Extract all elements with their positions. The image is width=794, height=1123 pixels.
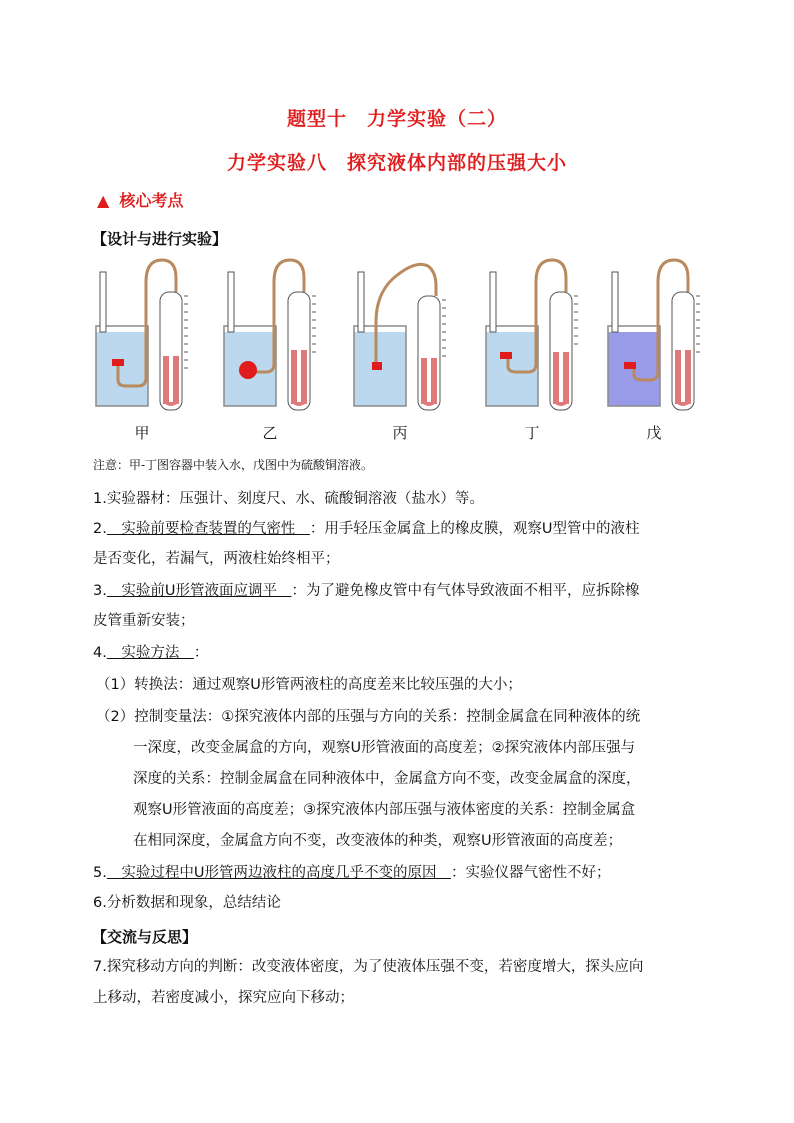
core-points-label: 核心考点	[119, 191, 184, 210]
item-number: 4.	[93, 645, 107, 661]
triangle-icon: ▲	[97, 191, 110, 210]
figure-caption: 戊	[646, 424, 662, 442]
figure-jia	[88, 252, 204, 452]
item-4-sub-2-line3: 深度的关系：控制金属盒在同种液体中，金属盒方向不变，改变金属盒的深度，	[133, 771, 641, 787]
page-title: 题型十 力学实验（二）	[286, 108, 507, 130]
figure-caption: 甲	[134, 424, 150, 442]
page-subtitle: 力学实验八 探究液体内部的压强大小	[226, 152, 567, 174]
item-3	[93, 576, 713, 606]
item-2-line2: 是否变化，若漏气，两液柱始终相平；	[93, 551, 340, 567]
item-text: ：用手轻压金属盒上的橡皮膜，观察U型管中的液柱	[309, 521, 640, 537]
figure-caption: 丁	[524, 424, 540, 442]
figure-yi	[216, 252, 332, 452]
item-4	[93, 638, 713, 668]
underlined-term: 实验过程中U形管两边液柱的高度几乎不变的原因	[106, 865, 451, 881]
item-number: 2.	[93, 521, 107, 537]
item-text: ：实验仪器气密性不好；	[450, 865, 611, 881]
item-number: 3.	[93, 583, 107, 599]
figure-bing	[346, 252, 462, 452]
item-4-sub-2-line5: 在相同深度，金属盒方向不变，改变液体的种类，观察U形管液面的高度差；	[133, 833, 623, 849]
underlined-term: 实验前要检查装置的气密性	[106, 521, 310, 537]
item-4-sub-1: （1）转换法：通过观察U形管两液柱的高度差来比较压强的大小；	[96, 677, 522, 693]
underlined-term: 实验前U形管液面应调平	[106, 583, 292, 599]
item-text: ：为了避免橡皮管中有气体导致液面不相平，应拆除橡	[291, 583, 640, 599]
item-2	[93, 514, 713, 544]
item-7-line2: 上移动，若密度减小，探究应向下移动；	[93, 990, 354, 1006]
item-4-sub-2-line4: 观察U形管液面的高度差；③探究液体内部压强与液体密度的关系：控制金属盒	[133, 802, 636, 818]
item-6: 6.分析数据和现象，总结结论	[93, 895, 281, 911]
section-design-heading: 【设计与进行实验】	[92, 230, 228, 248]
section-reflect-heading: 【交流与反思】	[92, 928, 198, 946]
item-4-sub-2: （2）控制变量法：①探究液体内部的压强与方向的关系：控制金属盒在同种液体的统	[96, 709, 641, 725]
item-number: 5.	[93, 865, 107, 881]
figure-wu	[600, 252, 716, 452]
item-7: 7.探究移动方向的判断：改变液体密度，为了使液体压强不变，若密度增大，探头应向	[93, 959, 644, 975]
item-4-sub-2-line2: 一深度，改变金属盒的方向，观察U形管液面的高度差；②探究液体内部压强与	[133, 740, 636, 756]
item-1: 1.实验器材：压强计、刻度尺、水、硫酸铜溶液（盐水）等。	[93, 491, 484, 507]
figure-ding	[478, 252, 594, 452]
item-text: ：	[193, 645, 209, 661]
apparatus-figures	[88, 252, 708, 452]
underlined-term: 实验方法	[106, 645, 194, 661]
item-3-line2: 皮管重新安装；	[93, 613, 195, 629]
core-points-heading	[97, 188, 183, 211]
figure-note: 注意：甲-丁图容器中装入水，戊图中为硫酸铜溶液。	[93, 458, 374, 472]
figure-caption: 丙	[392, 424, 408, 442]
figure-caption: 乙	[262, 424, 278, 442]
item-5	[93, 858, 713, 888]
